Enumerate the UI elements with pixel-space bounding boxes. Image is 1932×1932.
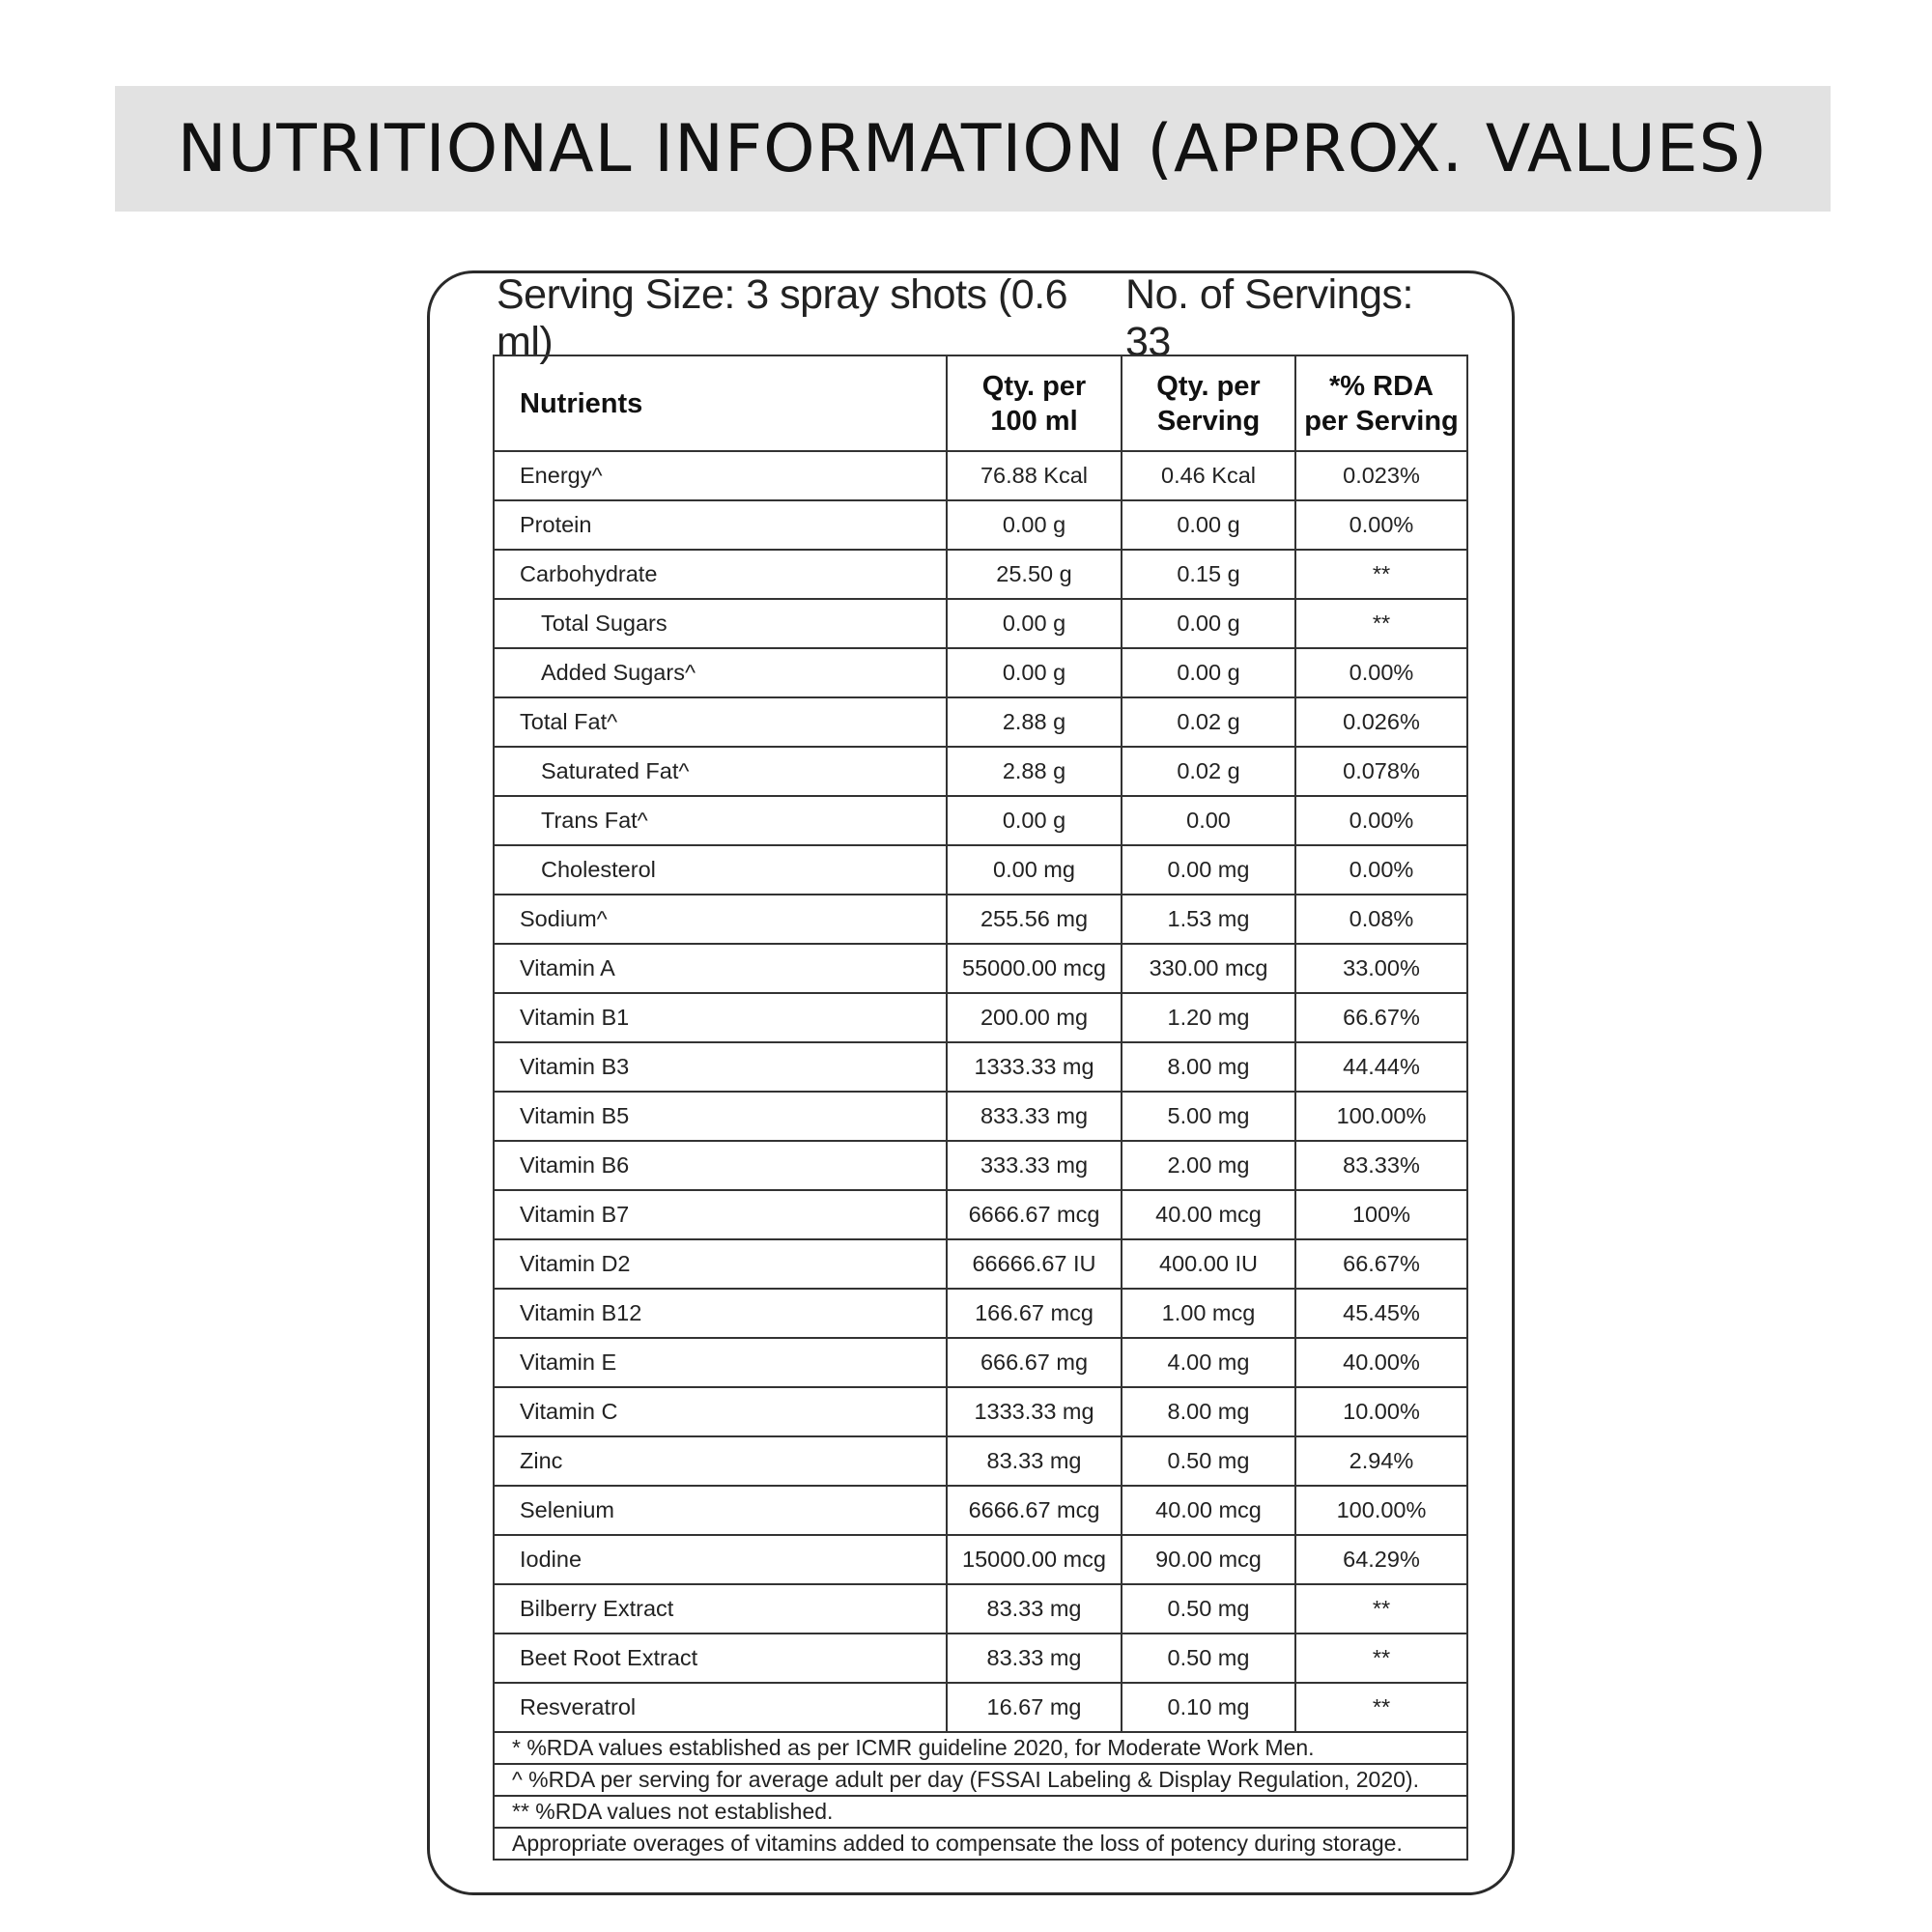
qty-per-100ml: 55000.00 mcg (947, 944, 1122, 993)
qty-per-serving: 0.00 g (1122, 648, 1295, 697)
qty-per-serving: 8.00 mg (1122, 1042, 1295, 1092)
qty-per-serving: 330.00 mcg (1122, 944, 1295, 993)
rda-per-serving: ** (1295, 1634, 1467, 1683)
rda-per-serving: 0.00% (1295, 796, 1467, 845)
qty-per-serving: 4.00 mg (1122, 1338, 1295, 1387)
header-qty-per-serving-line1: Qty. per (1156, 370, 1261, 402)
qty-per-100ml: 833.33 mg (947, 1092, 1122, 1141)
footnote-row (494, 1764, 1467, 1796)
footnote-row (494, 1732, 1467, 1764)
qty-per-serving: 0.00 g (1122, 599, 1295, 648)
rda-per-serving: ** (1295, 550, 1467, 599)
table-row (494, 993, 1467, 1042)
qty-per-serving: 2.00 mg (1122, 1141, 1295, 1190)
table-row (494, 1289, 1467, 1338)
table-row (494, 1239, 1467, 1289)
table-row (494, 1042, 1467, 1092)
qty-per-100ml: 66666.67 IU (947, 1239, 1122, 1289)
table-row (494, 1486, 1467, 1535)
rda-per-serving: 100.00% (1295, 1486, 1467, 1535)
nutrient-name: Vitamin B1 (494, 993, 947, 1042)
nutrient-name: Beet Root Extract (494, 1634, 947, 1683)
header-rda-line1: *% RDA (1329, 370, 1434, 402)
header-qty-per-100ml-line2: 100 ml (990, 405, 1078, 437)
footnote-row (494, 1828, 1467, 1860)
rda-per-serving: 83.33% (1295, 1141, 1467, 1190)
qty-per-serving: 0.50 mg (1122, 1436, 1295, 1486)
nutrient-name: Sodium^ (494, 895, 947, 944)
qty-per-100ml: 16.67 mg (947, 1683, 1122, 1732)
table-row (494, 1092, 1467, 1141)
rda-per-serving: 0.023% (1295, 451, 1467, 500)
nutrient-name: Vitamin D2 (494, 1239, 947, 1289)
table-row (494, 1338, 1467, 1387)
table-row (494, 845, 1467, 895)
page-title: NUTRITIONAL INFORMATION (APPROX. VALUES) (177, 110, 1769, 187)
qty-per-100ml: 666.67 mg (947, 1338, 1122, 1387)
qty-per-100ml: 15000.00 mcg (947, 1535, 1122, 1584)
table-row (494, 895, 1467, 944)
serving-info (497, 271, 1464, 365)
table-row (494, 1683, 1467, 1732)
nutrient-name: Resveratrol (494, 1683, 947, 1732)
header-rda-line2: per Serving (1304, 405, 1459, 437)
qty-per-100ml: 255.56 mg (947, 895, 1122, 944)
table-row (494, 1387, 1467, 1436)
table-row (494, 550, 1467, 599)
rda-per-serving: 100.00% (1295, 1092, 1467, 1141)
header-qty-per-100ml-line1: Qty. per (981, 370, 1087, 402)
qty-per-serving: 0.46 Kcal (1122, 451, 1295, 500)
rda-per-serving: 66.67% (1295, 1239, 1467, 1289)
qty-per-serving: 0.00 g (1122, 500, 1295, 550)
table-row (494, 500, 1467, 550)
qty-per-serving: 40.00 mcg (1122, 1486, 1295, 1535)
qty-per-100ml: 83.33 mg (947, 1436, 1122, 1486)
qty-per-100ml: 0.00 g (947, 599, 1122, 648)
rda-per-serving: ** (1295, 1683, 1467, 1732)
qty-per-100ml: 0.00 g (947, 500, 1122, 550)
rda-per-serving: 44.44% (1295, 1042, 1467, 1092)
footnote-text: ** %RDA values not established. (494, 1796, 1467, 1828)
nutrient-name: Total Fat^ (494, 697, 947, 747)
table-row (494, 1436, 1467, 1486)
nutrient-name: Vitamin B3 (494, 1042, 947, 1092)
qty-per-serving: 5.00 mg (1122, 1092, 1295, 1141)
qty-per-serving: 0.00 mg (1122, 845, 1295, 895)
qty-per-serving: 90.00 mcg (1122, 1535, 1295, 1584)
nutrient-name: Vitamin B5 (494, 1092, 947, 1141)
rda-per-serving: 64.29% (1295, 1535, 1467, 1584)
nutrient-name: Total Sugars (494, 599, 947, 648)
qty-per-100ml: 166.67 mcg (947, 1289, 1122, 1338)
footnote-text: * %RDA values established as per ICMR guideline 2020, for Moderate Work Men. (494, 1732, 1467, 1764)
footnote-text: Appropriate overages of vitamins added to compensate the loss of potency during storage. (494, 1828, 1467, 1860)
nutrient-name: Vitamin A (494, 944, 947, 993)
table-row (494, 944, 1467, 993)
table-row (494, 1584, 1467, 1634)
header-qty-per-serving (1122, 355, 1295, 451)
serving-size: Serving Size: 3 spray shots (0.6 ml) (497, 271, 1068, 365)
table-row (494, 1634, 1467, 1683)
rda-per-serving: 33.00% (1295, 944, 1467, 993)
nutrient-name: Vitamin B12 (494, 1289, 947, 1338)
nutrient-name: Energy^ (494, 451, 947, 500)
nutrient-rows (494, 451, 1467, 1732)
nutrient-name: Vitamin B6 (494, 1141, 947, 1190)
rda-per-serving: 0.00% (1295, 648, 1467, 697)
header-nutrients: Nutrients (494, 355, 947, 451)
rda-per-serving: ** (1295, 1584, 1467, 1634)
table-row (494, 747, 1467, 796)
footnote-text: ^ %RDA per serving for average adult per day (FSSAI Labeling & Display Regulation, 2020). (494, 1764, 1467, 1796)
qty-per-100ml: 0.00 mg (947, 845, 1122, 895)
qty-per-100ml: 25.50 g (947, 550, 1122, 599)
table-header-row (494, 355, 1467, 451)
rda-per-serving: 40.00% (1295, 1338, 1467, 1387)
table-row (494, 1535, 1467, 1584)
qty-per-serving: 0.50 mg (1122, 1634, 1295, 1683)
nutrient-name: Iodine (494, 1535, 947, 1584)
rda-per-serving: 66.67% (1295, 993, 1467, 1042)
qty-per-serving: 8.00 mg (1122, 1387, 1295, 1436)
qty-per-serving: 0.15 g (1122, 550, 1295, 599)
qty-per-100ml: 2.88 g (947, 697, 1122, 747)
qty-per-serving: 0.10 mg (1122, 1683, 1295, 1732)
rda-per-serving: 45.45% (1295, 1289, 1467, 1338)
qty-per-serving: 1.20 mg (1122, 993, 1295, 1042)
nutrient-name: Carbohydrate (494, 550, 947, 599)
qty-per-serving: 40.00 mcg (1122, 1190, 1295, 1239)
nutrient-name: Added Sugars^ (494, 648, 947, 697)
nutrition-table (493, 355, 1468, 1861)
qty-per-100ml: 2.88 g (947, 747, 1122, 796)
table-row (494, 1190, 1467, 1239)
rda-per-serving: 0.00% (1295, 500, 1467, 550)
qty-per-100ml: 0.00 g (947, 648, 1122, 697)
table-row (494, 1141, 1467, 1190)
qty-per-serving: 0.02 g (1122, 697, 1295, 747)
nutrient-name: Protein (494, 500, 947, 550)
rda-per-serving: 2.94% (1295, 1436, 1467, 1486)
qty-per-100ml: 200.00 mg (947, 993, 1122, 1042)
qty-per-100ml: 83.33 mg (947, 1584, 1122, 1634)
table-row (494, 796, 1467, 845)
header-qty-per-serving-line2: Serving (1156, 405, 1261, 437)
nutrient-name: Saturated Fat^ (494, 747, 947, 796)
servings-count: No. of Servings: 33 (1125, 271, 1413, 365)
qty-per-100ml: 76.88 Kcal (947, 451, 1122, 500)
nutrient-name: Trans Fat^ (494, 796, 947, 845)
qty-per-100ml: 6666.67 mcg (947, 1486, 1122, 1535)
rda-per-serving: 0.00% (1295, 845, 1467, 895)
nutrient-name: Vitamin B7 (494, 1190, 947, 1239)
qty-per-serving: 0.02 g (1122, 747, 1295, 796)
qty-per-100ml: 1333.33 mg (947, 1042, 1122, 1092)
qty-per-100ml: 6666.67 mcg (947, 1190, 1122, 1239)
header-qty-per-100ml (947, 355, 1122, 451)
rda-per-serving: 0.078% (1295, 747, 1467, 796)
table-row (494, 451, 1467, 500)
footnote-row (494, 1796, 1467, 1828)
qty-per-100ml: 83.33 mg (947, 1634, 1122, 1683)
nutrient-name: Zinc (494, 1436, 947, 1486)
nutrient-name: Bilberry Extract (494, 1584, 947, 1634)
table-row (494, 599, 1467, 648)
header-rda-per-serving (1295, 355, 1467, 451)
rda-per-serving: 10.00% (1295, 1387, 1467, 1436)
rda-per-serving: ** (1295, 599, 1467, 648)
nutrient-name: Cholesterol (494, 845, 947, 895)
qty-per-100ml: 0.00 g (947, 796, 1122, 845)
qty-per-serving: 1.53 mg (1122, 895, 1295, 944)
table-row (494, 697, 1467, 747)
nutrient-name: Selenium (494, 1486, 947, 1535)
qty-per-serving: 1.00 mcg (1122, 1289, 1295, 1338)
qty-per-serving: 0.00 (1122, 796, 1295, 845)
qty-per-serving: 0.50 mg (1122, 1584, 1295, 1634)
rda-per-serving: 100% (1295, 1190, 1467, 1239)
table-row (494, 648, 1467, 697)
nutrient-name: Vitamin E (494, 1338, 947, 1387)
qty-per-100ml: 1333.33 mg (947, 1387, 1122, 1436)
footnote-rows (494, 1732, 1467, 1860)
qty-per-serving: 400.00 IU (1122, 1239, 1295, 1289)
title-banner (115, 86, 1831, 212)
rda-per-serving: 0.08% (1295, 895, 1467, 944)
qty-per-100ml: 333.33 mg (947, 1141, 1122, 1190)
nutrient-name: Vitamin C (494, 1387, 947, 1436)
rda-per-serving: 0.026% (1295, 697, 1467, 747)
